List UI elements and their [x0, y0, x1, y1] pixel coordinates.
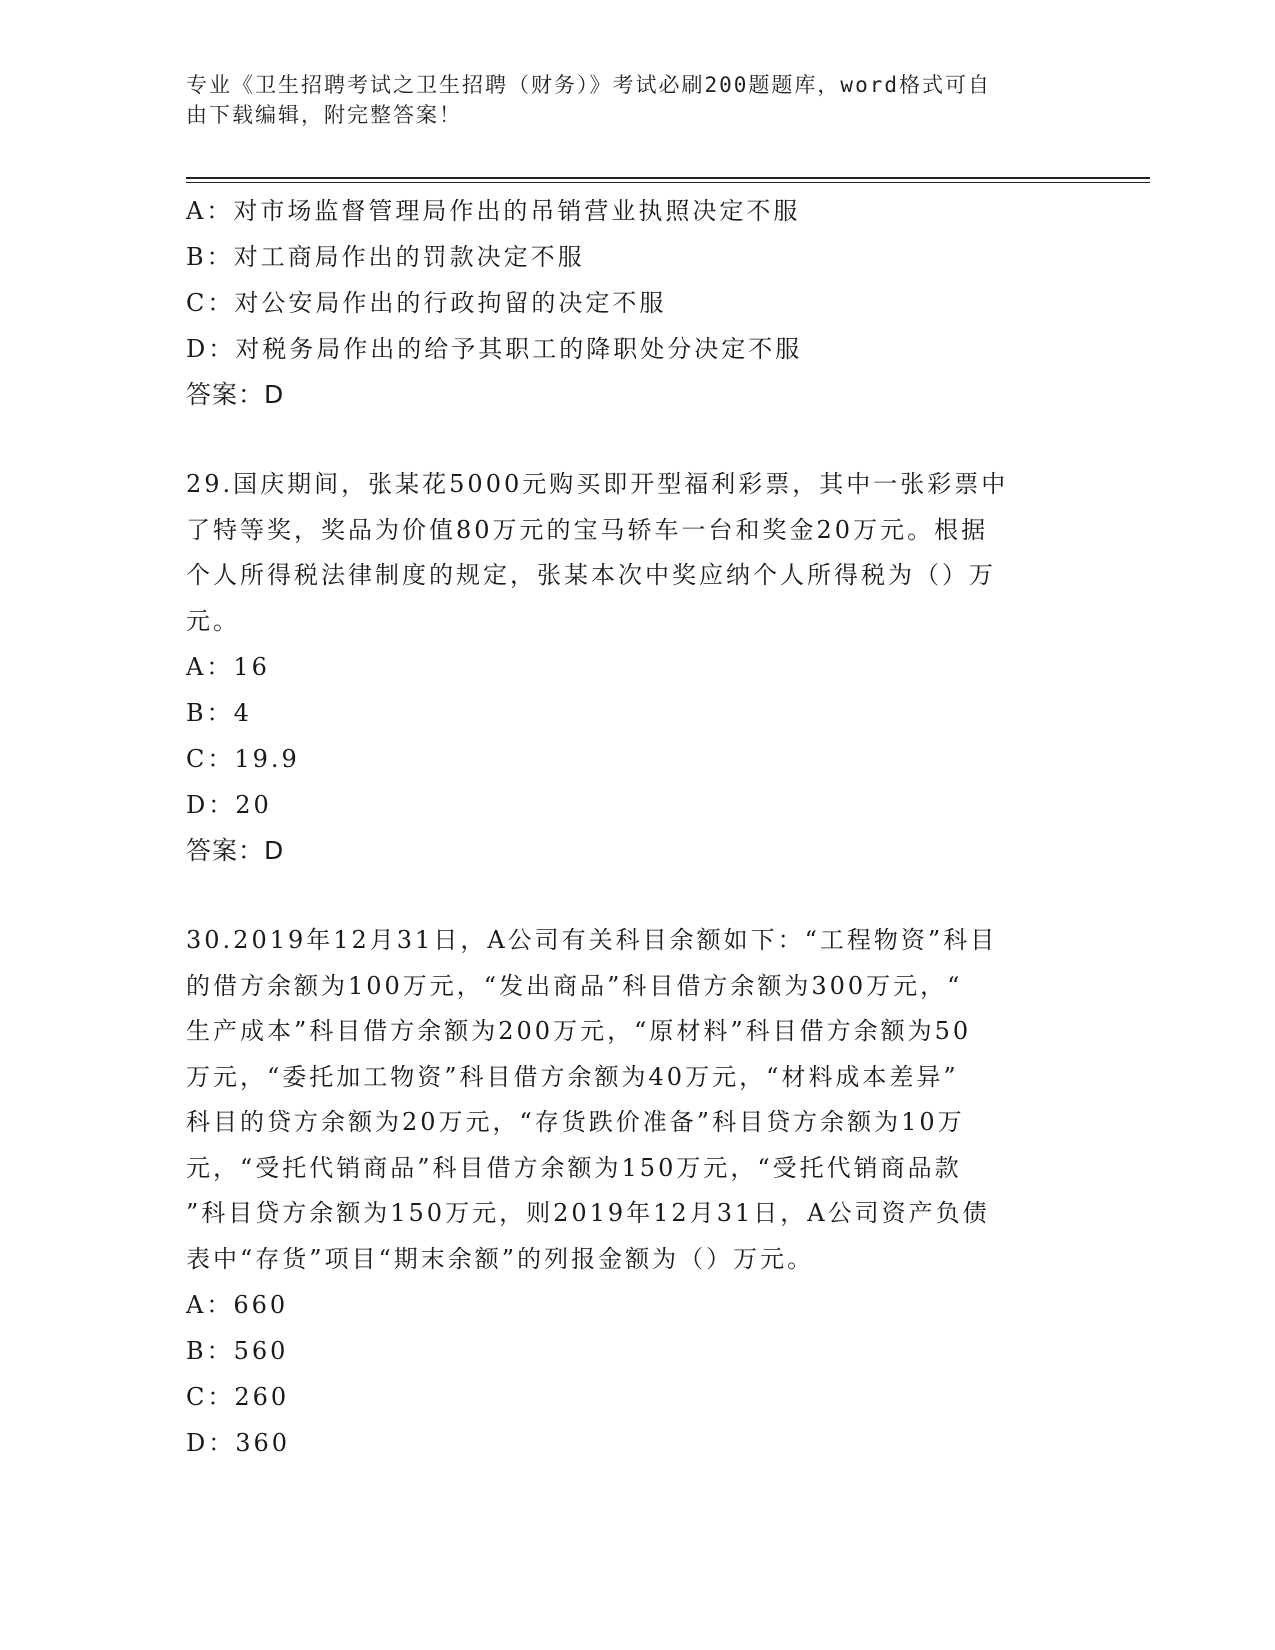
q29-stem-line: 29.国庆期间，张某花5000元购买即开型福利彩票，其中一张彩票中: [186, 470, 1009, 498]
header-line-2: 由下载编辑，附完整答案！: [186, 103, 462, 127]
q29-stem: [186, 462, 1066, 644]
q29-option-c: C：19.9: [186, 745, 300, 773]
q28-option-d: D：对税务局作出的给予其职工的降职处分决定不服: [186, 335, 803, 363]
header-divider-thin: [186, 182, 1150, 183]
q29-option-d: D：20: [186, 791, 272, 819]
q30-option-c: C：260: [186, 1383, 290, 1411]
q30-stem-line: 的借方余额为100万元，“发出商品”科目借方余额为300万元，“: [186, 971, 963, 1000]
document-header: [186, 70, 1066, 130]
q30-stem-line: 生产成本”科目借方余额为200万元，“原材料”科目借方余额为50: [186, 1017, 972, 1045]
q29-option-a: A：16: [186, 653, 270, 681]
q29-answer: 答案：D: [186, 836, 285, 865]
q28-option-a: A：对市场监督管理局作出的吊销营业执照决定不服: [186, 197, 801, 225]
q29-option-b: B：4: [186, 699, 252, 727]
q30-option-a: A：660: [186, 1291, 289, 1319]
q28-option-c: C：对公安局作出的行政拘留的决定不服: [186, 289, 667, 317]
question-29: [186, 462, 1086, 874]
q30-stem-line: 表中“存货”项目“期末余额”的列报金额为（）万元。: [186, 1244, 815, 1273]
q28-option-b: B：对工商局作出的罚款决定不服: [186, 243, 585, 271]
q28-answer: 答案：D: [186, 380, 285, 409]
header-line-1: 专业《卫生招聘考试之卫生招聘（财务）》考试必刷200题题库，word格式可自: [186, 73, 991, 97]
q30-stem-line: 元，“受托代销商品”科目借方余额为150万元，“受托代销商品款: [186, 1153, 962, 1182]
q29-stem-line: 了特等奖，奖品为价值80万元的宝马轿车一台和奖金20万元。根据: [186, 515, 989, 544]
q30-stem-line: ”科目贷方余额为150万元，则2019年12月31日，A公司资产负债: [186, 1199, 990, 1227]
q29-stem-line: 元。: [186, 606, 240, 635]
question-28: [186, 188, 1086, 418]
q30-stem-line: 30.2019年12月31日，A公司有关科目余额如下：“工程物资”科目: [186, 926, 998, 954]
q30-stem-line: 科目的贷方余额为20万元，“存货跌价准备”科目贷方余额为10万: [186, 1108, 965, 1136]
q30-option-d: D：360: [186, 1429, 291, 1457]
header-divider-thick: [186, 177, 1150, 179]
q30-stem: [186, 918, 1066, 1282]
question-30: [186, 918, 1086, 1466]
q29-stem-line: 个人所得税法律制度的规定，张某本次中奖应纳个人所得税为（）万: [186, 561, 996, 589]
document-body: [186, 188, 1086, 1466]
q30-option-b: B：560: [186, 1337, 289, 1365]
q30-stem-line: 万元，“委托加工物资”科目借方余额为40万元，“材料成本差异”: [186, 1062, 959, 1091]
